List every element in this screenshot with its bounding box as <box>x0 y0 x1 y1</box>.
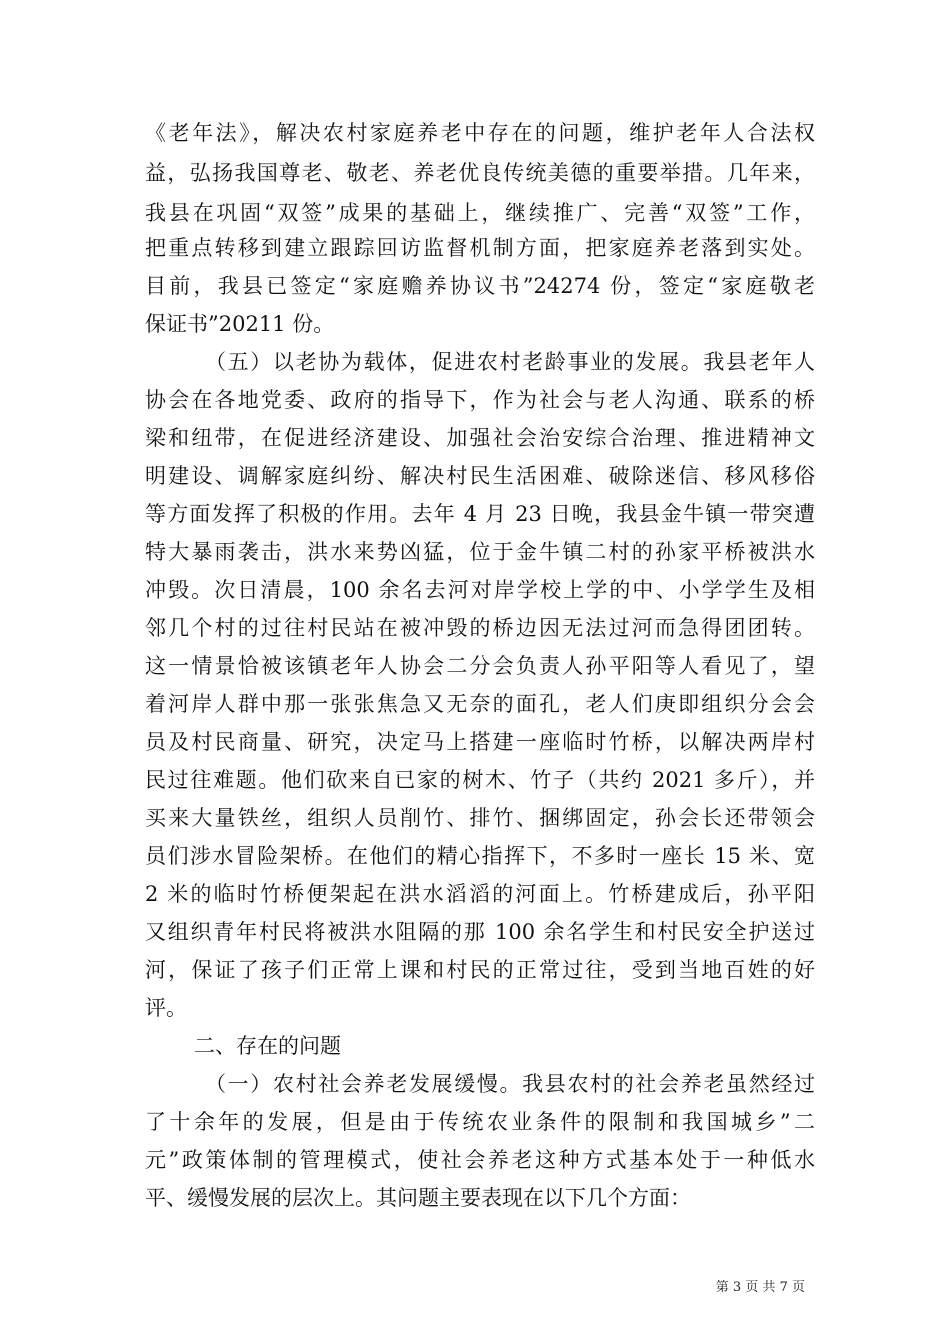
text-line-1: 《老年法》，解决农村家庭养老中存在的问题，维护老年人合法权 <box>145 121 815 145</box>
page-number-footer: 第 3 页 共 7 页 <box>715 1280 805 1295</box>
text-line-15: 这一情景恰被该镇老年人协会二分会负责人孙平阳等人看见了，望 <box>145 654 815 678</box>
text-line-17: 员及村民商量、研究，决定马上搭建一座临时竹桥，以解决两岸村 <box>145 730 815 754</box>
paragraph-5-heading-line: （五）以老协为载体，促进农村老龄事业的发展。我县老年人 <box>205 350 815 374</box>
text-line-27: 了十余年的发展，但是由于传统农业条件的限制和我国城乡”二 <box>145 1110 815 1134</box>
paragraph-1-heading-line: （一）农村社会养老发展缓慢。我县农村的社会养老虽然经过 <box>205 1072 815 1096</box>
text-line-29: 平、缓慢发展的层次上。其问题主要表现在以下几个方面： <box>145 1186 691 1210</box>
text-line-11: 等方面发挥了积极的作用。去年 4 月 23 日晚，我县金牛镇一带突遭 <box>145 502 815 526</box>
text-line-3: 我县在巩固“双签”成果的基础上，继续推广、完善“双签”工作， <box>145 201 815 225</box>
text-line-24: 评。 <box>145 996 187 1020</box>
text-line-10: 明建设、调解家庭纠纷、解决村民生活困难、破除迷信、移风移俗 <box>145 464 815 488</box>
text-line-20: 员们涉水冒险架桥。在他们的精心指挥下，不多时一座长 15 米、宽 <box>145 844 815 868</box>
text-line-2: 益，弘扬我国尊老、敬老、养老优良传统美德的重要举措。几年来， <box>145 161 815 185</box>
text-line-16: 着河岸人群中那一张张焦急又无奈的面孔，老人们庚即组织分会会 <box>145 692 815 716</box>
text-line-9: 梁和纽带，在促进经济建设、加强社会治安综合治理、推进精神文 <box>145 426 815 450</box>
section-heading-issues: 二、存在的问题 <box>194 1034 341 1058</box>
text-line-28: 元”政策体制的管理模式，使社会养老这种方式基本处于一种低水 <box>145 1148 815 1172</box>
text-line-4: 把重点转移到建立跟踪回访监督机制方面，把家庭养老落到实处。 <box>145 236 815 260</box>
text-line-22: 又组织青年村民将被洪水阻隔的那 100 余名学生和村民安全护送过 <box>145 920 815 944</box>
text-line-8: 协会在各地党委、政府的指导下，作为社会与老人沟通、联系的桥 <box>145 388 815 412</box>
text-line-14: 邻几个村的过往村民站在被冲毁的桥边因无法过河而急得团团转。 <box>145 616 815 640</box>
text-line-23: 河，保证了孩子们正常上课和村民的正常过往，受到当地百姓的好 <box>145 958 815 982</box>
text-line-21: 2 米的临时竹桥便架起在洪水滔滔的河面上。竹桥建成后，孙平阳 <box>145 882 815 906</box>
text-line-6: 保证书”20211 份。 <box>145 312 335 336</box>
text-line-13: 冲毁。次日清晨，100 余名去河对岸学校上学的中、小学学生及相 <box>145 578 815 602</box>
text-line-19: 买来大量铁丝，组织人员削竹、排竹、捆绑固定，孙会长还带领会 <box>145 806 815 830</box>
text-line-12: 特大暴雨袭击，洪水来势凶猛，位于金牛镇二村的孙家平桥被洪水 <box>145 540 815 564</box>
text-line-5: 目前，我县已签定“家庭赡养协议书”24274 份，签定“家庭敬老 <box>145 274 815 298</box>
text-line-18: 民过往难题。他们砍来自已家的树木、竹子（共约 2021 多斤），并 <box>145 768 815 792</box>
